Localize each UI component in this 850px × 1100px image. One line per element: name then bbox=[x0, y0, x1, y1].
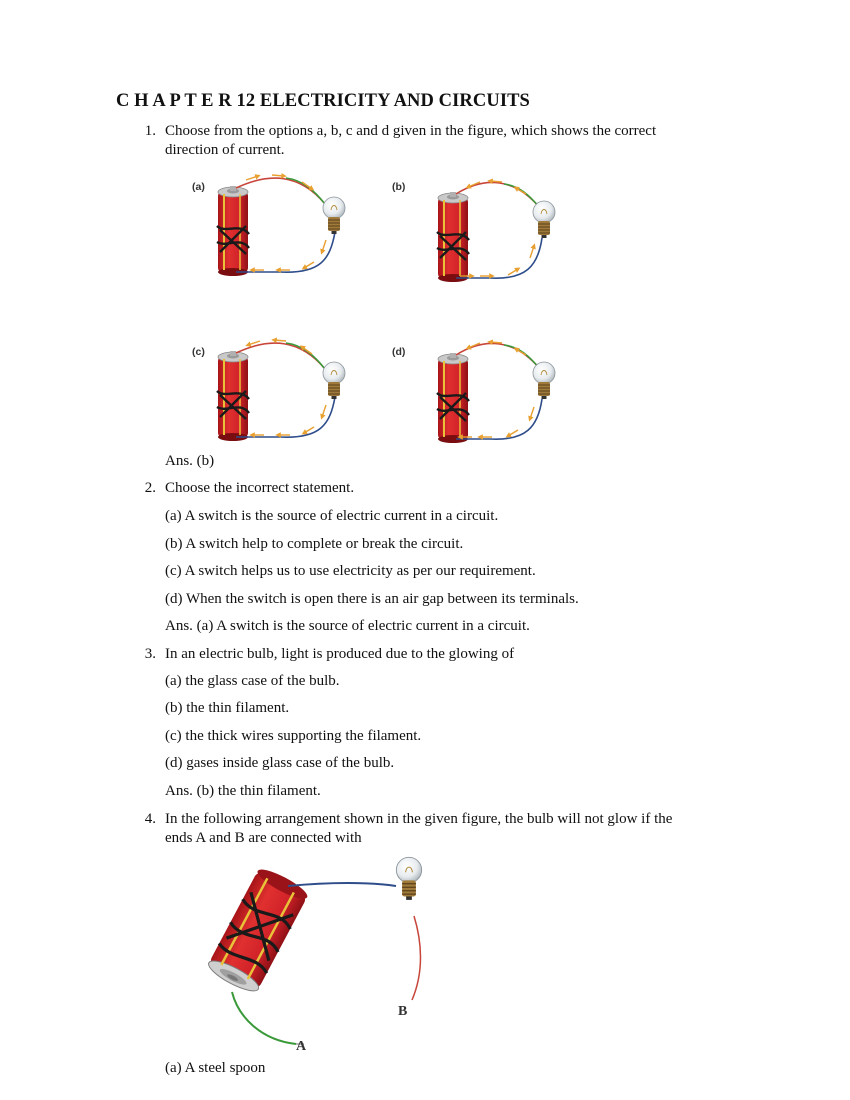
end-label-b: B bbox=[398, 1004, 408, 1019]
figure-label-c: (c) bbox=[192, 346, 205, 358]
question-number: 1. bbox=[144, 123, 156, 139]
answer: Ans. (b) the thin filament. bbox=[165, 783, 321, 799]
answer: Ans. (a) A switch is the source of electric current in a circuit. bbox=[165, 618, 530, 634]
answer: Ans. (b) bbox=[165, 453, 215, 469]
option: (c) the thick wires supporting the filament. bbox=[165, 728, 422, 744]
option: (d) gases inside glass case of the bulb. bbox=[165, 755, 395, 771]
option: (c) A switch helps us to use electricity as per our requirement. bbox=[165, 563, 536, 579]
question-text: ends A and B are connected with bbox=[165, 830, 362, 846]
option: (a) the glass case of the bulb. bbox=[165, 673, 340, 689]
circuit-figure-d bbox=[390, 333, 580, 458]
chapter-title: C H A P T E R 12 ELECTRICITY AND CIRCUITS bbox=[116, 91, 530, 111]
question-text: Choose from the options a, b, c and d given in the figure, which shows the correct bbox=[165, 123, 657, 139]
question-number: 2. bbox=[144, 480, 156, 496]
option: (a) A steel spoon bbox=[165, 1060, 266, 1076]
question-text: Choose the incorrect statement. bbox=[165, 480, 355, 496]
end-label-a: A bbox=[296, 1039, 307, 1054]
question-number: 3. bbox=[144, 646, 156, 662]
question-text: In the following arrangement shown in the given figure, the bulb will not glow if the bbox=[165, 811, 673, 827]
circuit-figure-c bbox=[190, 333, 380, 458]
circuit-figure-b bbox=[390, 168, 580, 293]
question-text: direction of current. bbox=[165, 142, 285, 158]
figure-label-a: (a) bbox=[192, 181, 205, 193]
circuit-figure-q4 bbox=[200, 852, 440, 1057]
option: (a) A switch is the source of electric current in a circuit. bbox=[165, 508, 499, 524]
figure-label-b: (b) bbox=[392, 181, 406, 193]
question-number: 4. bbox=[144, 811, 156, 827]
option: (b) A switch help to complete or break the circuit. bbox=[165, 536, 464, 552]
question-text: In an electric bulb, light is produced due to the glowing of bbox=[165, 646, 515, 662]
option: (d) When the switch is open there is an air gap between its terminals. bbox=[165, 591, 579, 607]
circuit-figure-a bbox=[190, 168, 380, 293]
option: (b) the thin filament. bbox=[165, 700, 290, 716]
figure-label-d: (d) bbox=[392, 346, 406, 358]
